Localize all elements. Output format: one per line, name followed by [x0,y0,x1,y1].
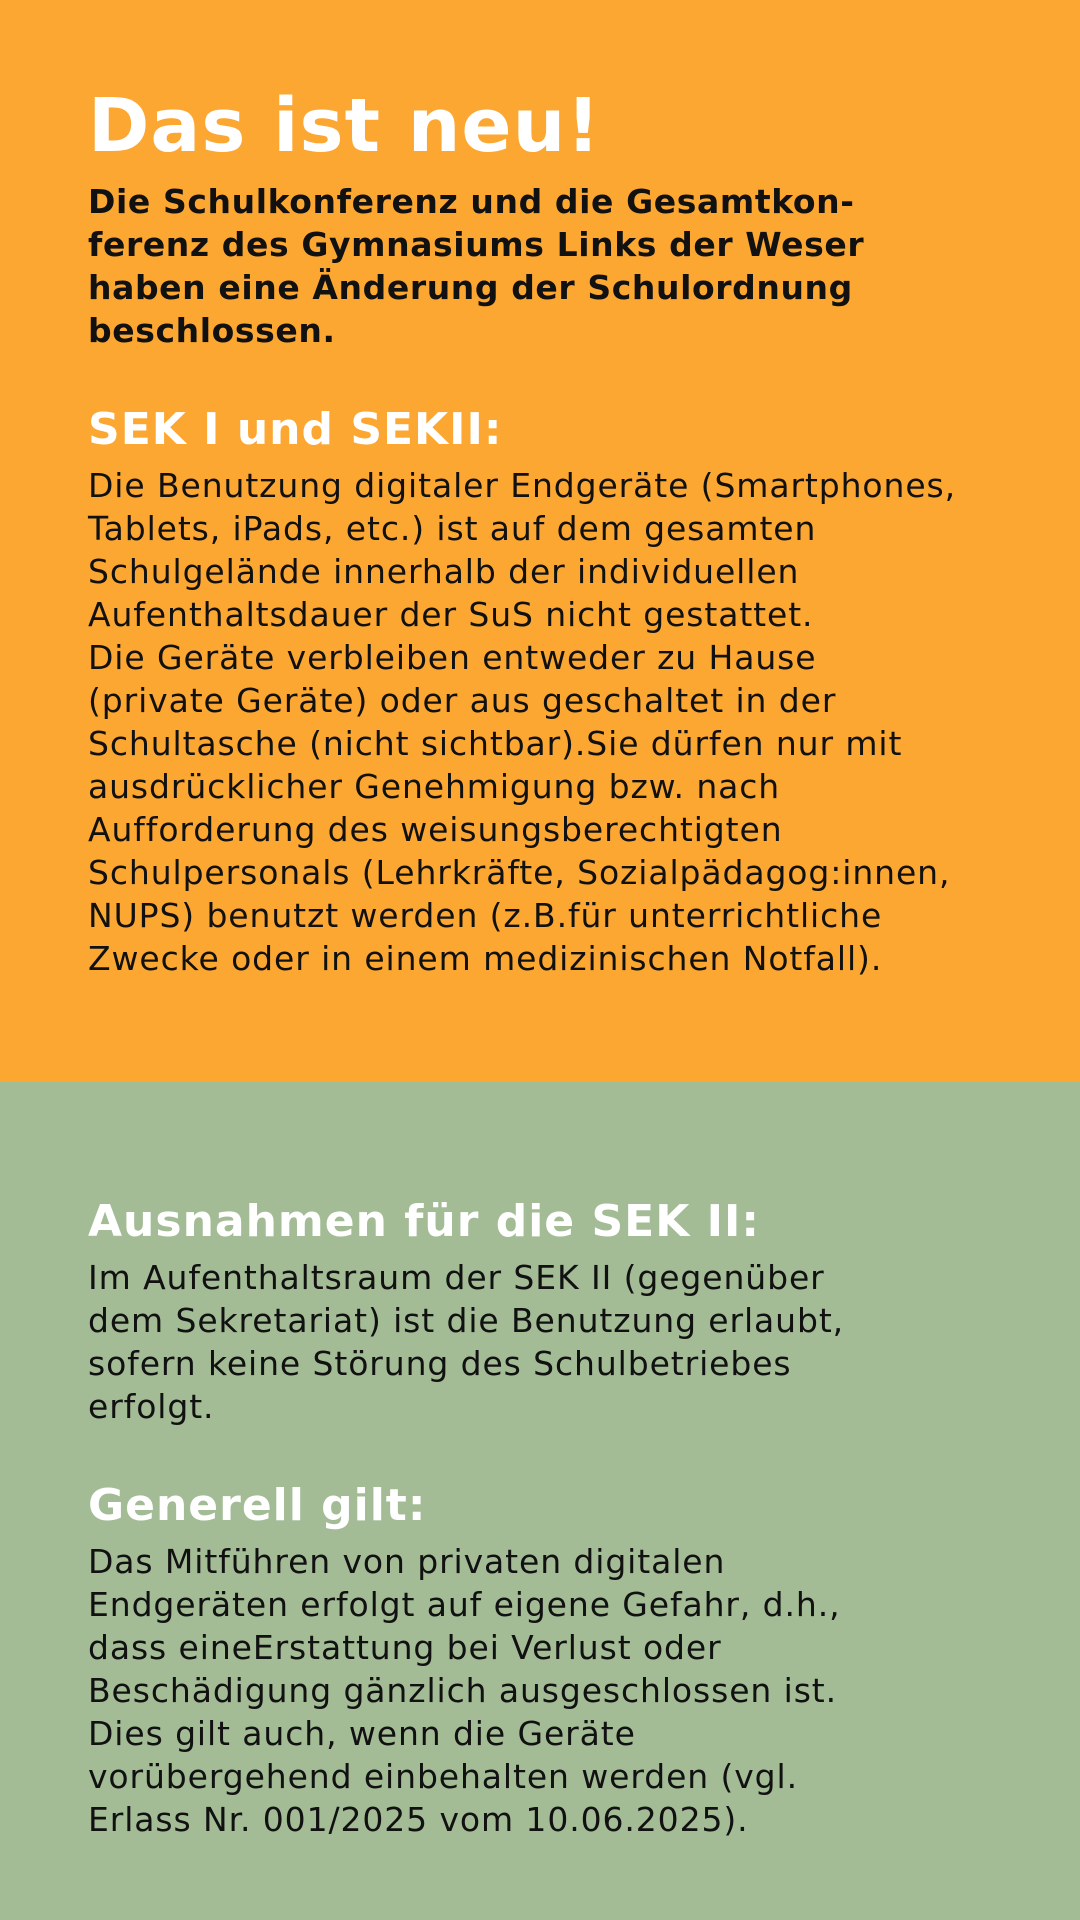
body-line: Die Geräte verbleiben entweder zu Hause [88,638,817,677]
body-line: Endgeräten erfolgt auf eigene Gefahr, d.h., [88,1585,841,1624]
section-heading-exceptions: Ausnahmen für die SEK II: [88,1196,760,1247]
section-body-exceptions [88,1256,1028,1428]
intro-line: haben eine Änderung der Schulordnung [88,268,853,307]
body-line: Schulgelände innerhalb der individuellen [88,552,800,591]
body-line: sofern keine Störung des Schulbetriebes [88,1344,792,1383]
body-line: Aufforderung des weisungsberechtigten [88,810,783,849]
body-line: Erlass Nr. 001/2025 vom 10.06.2025). [88,1800,749,1839]
section-body-general [88,1540,1028,1841]
section-heading-sek: SEK I und SEKII: [88,404,503,455]
body-line: Zwecke oder in einem medizinischen Notfall). [88,939,883,978]
body-line: Tablets, iPads, etc.) ist auf dem gesamten [88,509,817,548]
body-line: Im Aufenthaltsraum der SEK II (gegenüber [88,1258,825,1297]
body-line: Schulpersonals (Lehrkräfte, Sozialpädagog:innen, [88,853,951,892]
intro-line: beschlossen. [88,311,336,350]
body-line: dem Sekretariat) ist die Benutzung erlaubt, [88,1301,845,1340]
body-line: Aufenthaltsdauer der SuS nicht gestattet. [88,595,814,634]
intro-line: ferenz des Gymnasiums Links der Weser [88,225,865,264]
body-line: (private Geräte) oder aus geschaltet in der [88,681,837,720]
body-line: NUPS) benutzt werden (z.B.für unterrichtliche [88,896,883,935]
body-line: Schultasche (nicht sichtbar).Sie dürfen nur mit [88,724,903,763]
body-line: ausdrücklicher Genehmigung bzw. nach [88,767,781,806]
body-line: vorübergehend einbehalten werden (vgl. [88,1757,798,1796]
section-body-sek [88,464,1028,980]
section-heading-general: Generell gilt: [88,1480,427,1531]
body-line: dass eineErstattung bei Verlust oder [88,1628,722,1667]
body-line: Beschädigung gänzlich ausgeschlossen ist. [88,1671,838,1710]
body-line: Das Mitführen von privaten digitalen [88,1542,726,1581]
body-line: erfolgt. [88,1387,215,1426]
intro-paragraph [88,180,1018,352]
intro-line: Die Schulkonferenz und die Gesamtkon- [88,182,855,221]
body-line: Dies gilt auch, wenn die Geräte [88,1714,636,1753]
body-line: Die Benutzung digitaler Endgeräte (Smartphones, [88,466,957,505]
page-title: Das ist neu! [88,83,602,169]
